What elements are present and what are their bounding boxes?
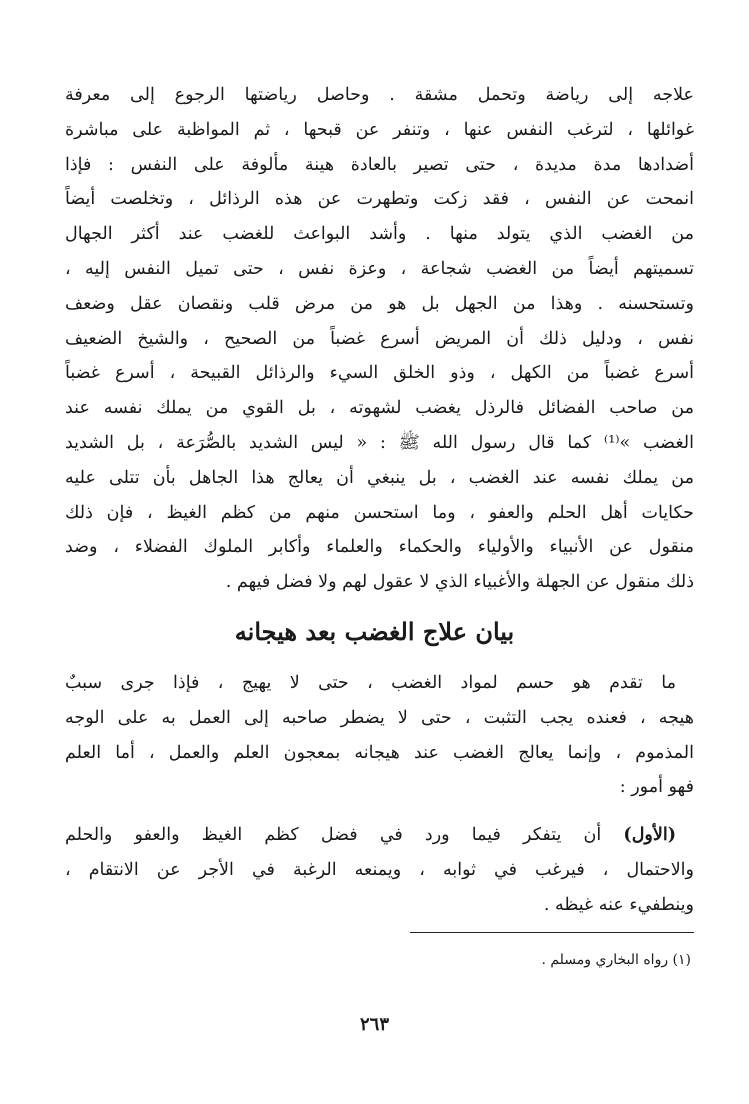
point-label: (الأول) bbox=[623, 825, 676, 845]
text-line: أضدادها مدة مديدة ، حتى تصير بالعادة هينة مألوفة على النفس : فإذا bbox=[65, 154, 694, 175]
text-line: الغضب »⁽¹⁾ كما قال رسول الله ﷺ : « ليس الشديد بالصُّرَعة ، بل الشديد bbox=[65, 432, 694, 453]
text-line: وينطفيء عنه غيظه . bbox=[543, 894, 694, 915]
page-number: ٢٦٣ bbox=[359, 1014, 389, 1035]
text-line: نفس ، ودليل ذلك أن المريض أسرع غضباً من الصحيح ، والشيخ الضعيف bbox=[65, 328, 694, 349]
text-line bbox=[65, 818, 694, 853]
footnote: (١) رواه البخاري ومسلم . bbox=[541, 952, 691, 968]
text-line: من يملك نفسه عند الغضب ، بل ينبغي أن يعالج هذا الجاهل بأن تتلى عليه bbox=[65, 467, 694, 488]
text-line: المذموم ، وإنما يعالج الغضب عند هيجانه بمعجون العلم والعمل ، أما العلم bbox=[65, 742, 694, 763]
text-line: انمحت عن النفس ، فقد زكت وتطهرت عن هذه الرذائل ، وتخلصت أيضاً bbox=[65, 189, 694, 210]
text-line: غوائلها ، لترغب النفس عنها ، وتنفر عن قبحها ، ثم المواظبة على مباشرة bbox=[65, 119, 694, 140]
section-heading: بيان علاج الغضب بعد هيجانه bbox=[234, 617, 515, 646]
text-line: والاحتمال ، فيرغب في ثوابه ، ويمنعه الرغبة في الأجر عن الانتقام ، bbox=[65, 859, 694, 880]
text-line: وتستحسنه . وهذا من الجهل بل هو من مرض قلب ونقصان عقل وضعف bbox=[65, 293, 694, 314]
paragraph-treatment bbox=[65, 666, 694, 805]
paragraph-first-point bbox=[65, 818, 694, 922]
text-line: فهو أمور : bbox=[619, 777, 694, 798]
text-line: من الغضب الذي يتولد منها . وأشد البواعث للغضب عند أكثر الجهال bbox=[65, 224, 694, 245]
text-line: ما تقدم هو حسم لمواد الغضب ، حتى لا يهيج ، فإذا جرى سببٌ bbox=[65, 673, 676, 693]
text-line: علاجه إلى رياضة وتحمل مشقة . وحاصل رياضتها الرجوع إلى معرفة bbox=[65, 85, 694, 105]
text-line: تسميتهم أيضاً من الغضب شجاعة ، وعزة نفس ، حتى تميل النفس إليه ، bbox=[65, 258, 694, 279]
paragraph-intro bbox=[65, 78, 694, 600]
text-span: أن يتفكر فيما ورد في فضل كظم الغيظ والعفو والحلم bbox=[65, 825, 624, 845]
text-line: هيجه ، فعنده يجب التثبت ، حتى لا يضطر صاحبه إلى العمل به على الوجه bbox=[65, 707, 694, 728]
text-line: أسرع غضباً من الكهل ، وذو الخلق السيء والرذائل القبيحة ، أسرع غضباً bbox=[65, 363, 694, 384]
text-line: من صاحب الفضائل فالرذل يغضب لشهوته ، بل القوي من يملك نفسه عند bbox=[65, 398, 694, 419]
text-line: ذلك منقول عن الجهلة والأغبياء الذي لا عقول لهم ولا فضل فيهم . bbox=[225, 572, 694, 593]
text-line: منقول عن الأنبياء والأولياء والحكماء والعلماء وأكابر الملوك الفضلاء ، وضد bbox=[65, 537, 694, 558]
text-line: حكايات أهل الحلم والعفو ، وما استحسن منهم من كظم الغيظ ، فإن ذلك bbox=[65, 502, 694, 523]
footnote-divider bbox=[410, 932, 694, 933]
